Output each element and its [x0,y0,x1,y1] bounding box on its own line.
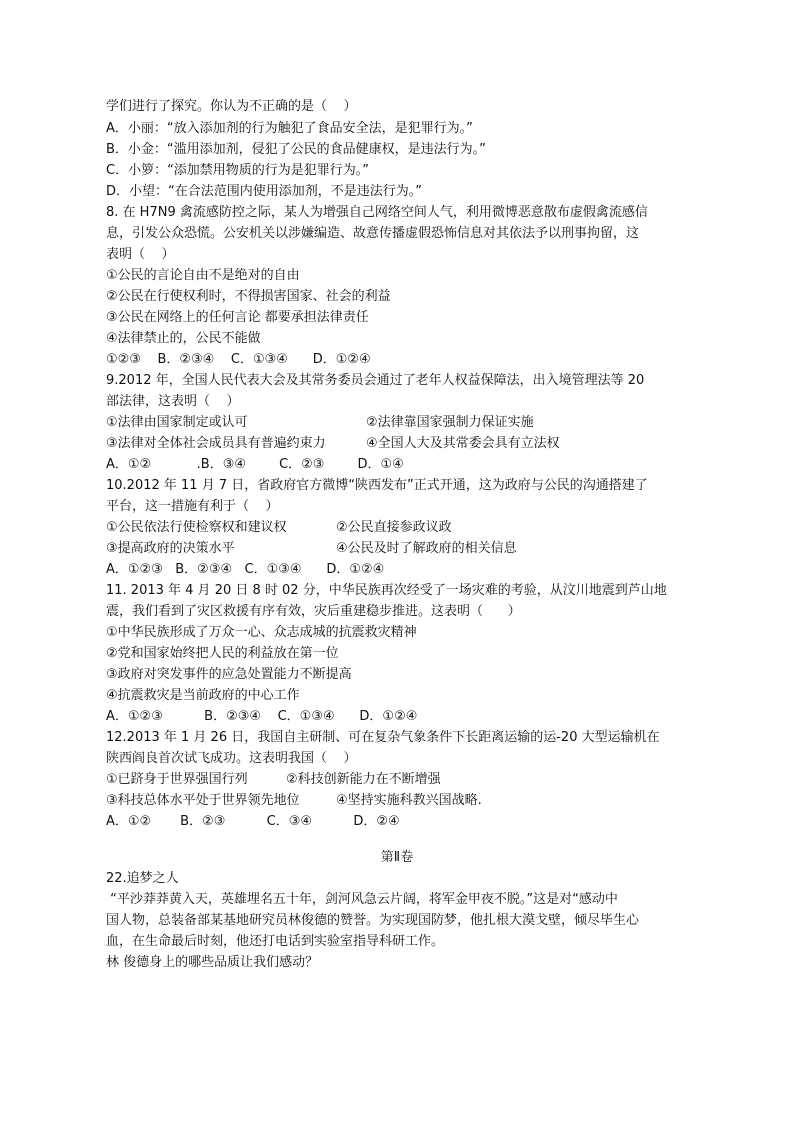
q11-statement-1: ①中华民族形成了万众一心、众志成城的抗震救灾精神 [106,625,417,640]
q9-answers: A．①② .B．③④ C．②③ D．①④ [106,457,404,472]
section-heading: 第Ⅱ卷 [380,850,414,865]
q10-statement-4: ④公民及时了解政府的相关信息 [336,541,517,556]
q8-stem-2: 息，引发公众恐慌。公安机关以涉嫌编造、故意传播虚假恐怖信息对其依法予以刑事拘留，这 [106,226,640,241]
q11-answers: A．①②③ B．②③④ C．①③④ D．①②④ [106,709,418,724]
q10-stem-2: 平台，这一措施有利于（ ） [106,499,279,514]
q12-answers: A．①② B．②③ C．③④ D．②④ [106,814,400,829]
q8-statement-4: ④法律禁止的，公民不能做 [106,331,261,346]
q9-statement-3: ③法律对全体社会成员具有普遍约束力 [106,436,326,451]
q9-statement-2: ②法律靠国家强制力保证实施 [366,415,534,430]
q22-passage-1: “平沙莽莽黄入天，英雄埋名五十年，剑河风急云片阔，将军金甲夜不脱。”这是对“感动中 [106,892,618,907]
q8-stem-3: 表明（ ） [106,247,175,262]
q12-statement-1: ①已跻身于世界强国行列 [106,772,248,787]
q12-stem-2: 陕西阎良首次试飞成功。这表明我国（ ） [106,751,357,766]
q7-option-c: C．小箩：“添加禁用物质的行为是犯罪行为。” [106,163,370,178]
q12-statement-2: ②科技创新能力在不断增强 [286,772,441,787]
q7-option-b: B．小金：“滥用添加剂，侵犯了公民的食品健康权，是违法行为。” [106,142,486,157]
q22-title: 22.追梦之人 [106,871,179,886]
q12-stem-1: 12.2013 年 1 月 26 日，我国自主研制、可在复杂气象条件下长距离运输的运-20 大型运输机在 [106,730,660,745]
q11-statement-3: ③政府对突发事件的应急处置能力不断提高 [106,667,352,682]
q10-statement-2: ②公民直接参政议政 [336,520,452,535]
q7-stem-tail: 学们进行了探究。你认为不正确的是（ ） [106,99,357,114]
q10-stem-1: 10.2012 年 11 月 7 日，省政府官方微博“陕西发布”正式开通，这为政府与公民的沟通搭建了 [106,478,648,493]
q7-option-d: D．小望：“在合法范围内使用添加剂，不是违法行为。” [106,184,422,199]
q10-statement-1: ①公民依法行使检察权和建议权 [106,520,287,535]
q11-stem-1: 11. 2013 年 4 月 20 日 8 时 02 分，中华民族再次经受了一场灾难的考验，从汶川地震到芦山地 [106,583,667,598]
q7-option-a: A．小丽：“放入添加剂的行为触犯了食品安全法，是犯罪行为。” [106,121,473,136]
q9-statement-1: ①法律由国家制定或认可 [106,415,248,430]
q11-stem-2: 震，我们看到了灾区救援有序有效，灾后重建稳步推进。这表明（ ） [106,604,521,619]
q11-statement-2: ②党和国家始终把人民的利益放在第一位 [106,646,339,661]
q9-statement-4: ④全国人大及其常委会具有立法权 [366,436,560,451]
q12-statement-3: ③科技总体水平处于世界领先地位 [106,793,300,808]
q11-statement-4: ④抗震救灾是当前政府的中心工作 [106,688,300,703]
q8-statement-3: ③公民在网络上的任何言论 都要承担法律责任 [106,310,369,325]
q8-stem-1: 8. 在 H7N9 禽流感防控之际，某人为增强自己网络空间人气，利用微博恶意散布虚假禽流感信 [106,205,648,220]
q22-passage-3: 血，在生命最后时刻，他还打电话到实验室指导科研工作。 [106,934,445,949]
q8-statement-2: ②公民在行使权利时，不得损害国家、社会的利益 [106,289,391,304]
q10-statement-3: ③提高政府的决策水平 [106,541,235,556]
q12-statement-4: ④坚持实施科教兴国战略. [336,793,482,808]
q8-statement-1: ①公民的言论自由不是绝对的自由 [106,268,300,283]
q10-answers: A．①②③ B．②③④ C．①③④ D．①②④ [106,562,385,577]
q9-stem-2: 部法律，这表明（ ） [106,394,240,409]
q22-question: 林 俊德身上的哪些品质让我们感动？ [106,955,319,970]
q9-stem-1: 9.2012 年，全国人民代表大会及其常务委员会通过了老年人权益保障法，出入境管理法等 20 [106,373,645,388]
q8-answers: ①②③ B．②③④ C．①③④ D．①②④ [106,352,371,367]
q22-passage-2: 国人物，总装备部某基地研究员林俊德的赞誉。为实现国防梦，他扎根大漠戈壁，倾尽毕生心 [106,913,640,928]
